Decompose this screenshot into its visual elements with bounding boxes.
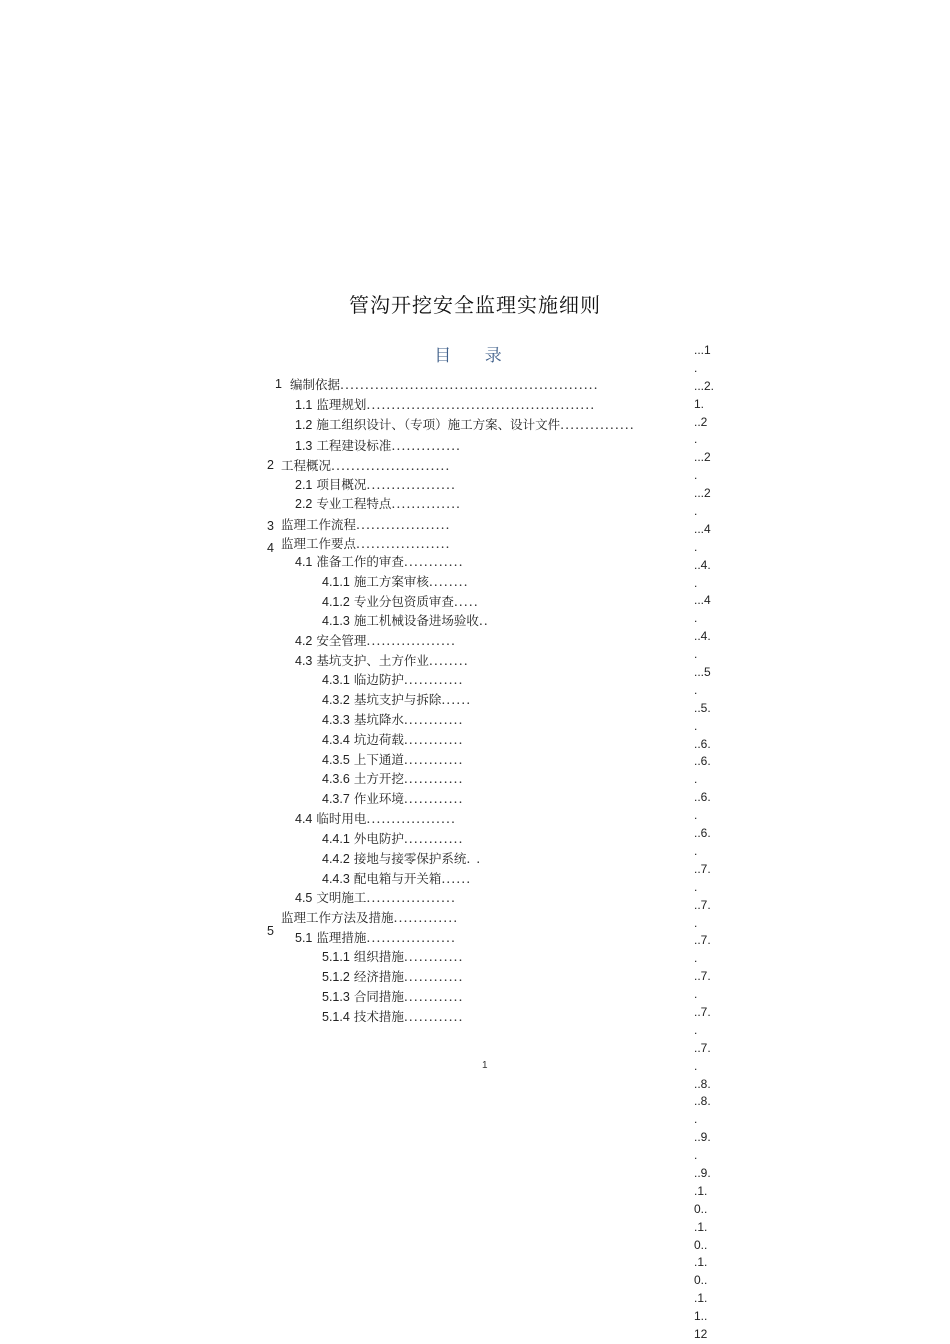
toc-entry-text: 上下通道 — [353, 752, 404, 767]
toc-entry-number: 2.2 — [295, 497, 313, 511]
toc-entry-text: 监理工作流程 — [281, 517, 357, 532]
toc-entry[interactable] — [322, 851, 481, 867]
toc-entry[interactable] — [295, 438, 461, 454]
toc-leader: ............ — [403, 771, 464, 786]
toc-page-number: . — [694, 432, 698, 447]
chapter-number: 5 — [267, 924, 274, 938]
toc-entry-text: 施工方案审核 — [353, 574, 429, 589]
toc-leader: ............ — [403, 989, 464, 1004]
toc-leader: ................... — [356, 536, 451, 551]
toc-entry[interactable] — [322, 594, 479, 610]
toc-entry-number: 4.3.7 — [322, 792, 350, 806]
toc-entry-text: 监理措施 — [316, 930, 367, 945]
toc-entry[interactable] — [281, 910, 458, 926]
toc-page-number: ..6. — [694, 826, 711, 841]
toc-entry-text: 临时用电 — [316, 811, 367, 826]
toc-leader: ........................ — [331, 458, 451, 473]
toc-page-number: 12 — [694, 1326, 708, 1341]
toc-entry-text: 作业环境 — [353, 791, 404, 806]
toc-entry-text: 编制依据 — [290, 377, 341, 392]
toc-page-number: ..7. — [694, 897, 711, 912]
toc-entry-number: 5.1.4 — [322, 1010, 350, 1024]
toc-leader: .. — [478, 613, 489, 628]
toc-page-number: . — [694, 575, 698, 590]
toc-entry-text: 配电箱与开关箱 — [353, 871, 442, 886]
toc-leader: .............. — [391, 496, 462, 511]
toc-page-number: . — [694, 468, 698, 483]
toc-entry-number: 4.4 — [295, 812, 313, 826]
toc-leader: ............ — [403, 712, 464, 727]
toc-leader: ..... — [453, 594, 479, 609]
toc-entry-number: 4.3.5 — [322, 753, 350, 767]
toc-page-number: ...4 — [694, 521, 711, 536]
toc-entry-number: 5.1 — [295, 931, 313, 945]
toc-leader: ............ — [403, 752, 464, 767]
toc-entry[interactable] — [322, 692, 471, 708]
toc-page-number: . — [694, 1148, 698, 1163]
toc-page-number: . — [694, 843, 698, 858]
toc-entry-number: 4.1.2 — [322, 595, 350, 609]
toc-entry-number: 4.4.3 — [322, 872, 350, 886]
toc-leader: ...... — [441, 692, 472, 707]
toc-entry[interactable] — [322, 989, 464, 1005]
toc-page-number: . — [694, 611, 698, 626]
toc-page-number: ..7. — [694, 969, 711, 984]
toc-entry-text: 经济措施 — [353, 969, 404, 984]
toc-page-number: . — [694, 360, 698, 375]
toc-entry[interactable] — [295, 633, 456, 649]
toc-entry[interactable] — [295, 477, 456, 493]
toc-entry-text: 工程建设标准 — [316, 438, 392, 453]
toc-leader: ............ — [403, 949, 464, 964]
toc-entry[interactable] — [322, 771, 464, 787]
toc-entry-text: 基坑支护、土方作业 — [316, 653, 429, 668]
toc-entry-text: 工程概况 — [281, 458, 332, 473]
toc-entry[interactable] — [281, 536, 451, 552]
toc-entry[interactable] — [295, 397, 595, 413]
toc-page-number: . — [694, 504, 698, 519]
toc-entry-text: 临边防护 — [353, 672, 404, 687]
toc-page-number: 1.. — [694, 1309, 708, 1324]
toc-leader: ............ — [403, 831, 464, 846]
toc-leader: ............ — [403, 672, 464, 687]
toc-entry-text: 组织措施 — [353, 949, 404, 964]
toc-page-number: . — [694, 879, 698, 894]
toc-entry[interactable] — [322, 752, 464, 768]
toc-page-number: ...2. — [694, 378, 715, 393]
toc-entry[interactable] — [322, 672, 464, 688]
toc-entry[interactable] — [290, 377, 599, 393]
toc-page-number: ...4 — [694, 593, 711, 608]
toc-page-number: .1. — [694, 1255, 708, 1270]
toc-page-number: ..7. — [694, 1040, 711, 1055]
toc-page-number: ..4. — [694, 557, 711, 572]
toc-page-number: . — [694, 808, 698, 823]
toc-page-number: . — [694, 718, 698, 733]
toc-entry-number: 4.1 — [295, 555, 313, 569]
toc-entry-number: 4.1.1 — [322, 575, 350, 589]
toc-entry[interactable] — [295, 811, 456, 827]
toc-entry-number: 5.1.1 — [322, 950, 350, 964]
toc-entry[interactable] — [322, 712, 464, 728]
toc-leader: ............ — [403, 732, 464, 747]
toc-heading: 目 录 — [434, 346, 516, 366]
toc-entry[interactable] — [295, 417, 635, 433]
toc-page-number: ..2 — [694, 414, 708, 429]
toc-entry-text: 基坑降水 — [353, 712, 404, 727]
toc-leader: . . — [466, 851, 482, 866]
toc-page-number: .1. — [694, 1291, 708, 1306]
toc-page-number: . — [694, 1112, 698, 1127]
toc-leader: ........ — [428, 574, 469, 589]
toc-leader: .............................................. — [366, 397, 596, 412]
toc-entry-number: 4.5 — [295, 891, 313, 905]
chapter-number: 4 — [267, 541, 274, 555]
toc-leader: .................................................... — [340, 377, 599, 392]
toc-entry[interactable] — [295, 930, 456, 946]
toc-page-number: ...2 — [694, 450, 711, 465]
toc-entry-number: 4.3.4 — [322, 733, 350, 747]
toc-entry[interactable] — [322, 574, 469, 590]
toc-entry-text: 坑边荷载 — [353, 732, 404, 747]
toc-leader: .................. — [366, 477, 456, 492]
toc-page-number: . — [694, 951, 698, 966]
toc-page-number: 1. — [694, 396, 705, 411]
toc-entry-number: 4.4.2 — [322, 852, 350, 866]
toc-page-number: ..9. — [694, 1130, 711, 1145]
toc-page-number: ...5 — [694, 665, 711, 680]
toc-entry[interactable] — [322, 1009, 464, 1025]
toc-leader: ............ — [403, 791, 464, 806]
toc-leader: ............ — [403, 969, 464, 984]
toc-entry-text: 专业分包资质审查 — [353, 594, 454, 609]
toc-page-number: 0.. — [694, 1237, 708, 1252]
toc-leader: ............... — [560, 417, 635, 432]
toc-leader: .............. — [391, 438, 462, 453]
toc-entry-number: 4.3.1 — [322, 673, 350, 687]
toc-page-number: ..8. — [694, 1094, 711, 1109]
toc-page-number: . — [694, 915, 698, 930]
document-title: 管沟开挖安全监理实施细则 — [349, 293, 601, 317]
toc-page-number: . — [694, 682, 698, 697]
toc-entry[interactable] — [322, 791, 464, 807]
page-number-footer: 1 — [482, 1060, 488, 1071]
toc-leader: .................. — [366, 930, 456, 945]
toc-page-number: ...2 — [694, 486, 711, 501]
toc-entry[interactable] — [281, 517, 451, 533]
toc-entry-text: 技术措施 — [353, 1009, 404, 1024]
toc-page-number: ..7. — [694, 861, 711, 876]
toc-entry-text: 安全管理 — [316, 633, 367, 648]
toc-leader: ........ — [428, 653, 469, 668]
toc-entry-number: 1.1 — [295, 398, 313, 412]
toc-entry-text: 准备工作的审查 — [316, 554, 404, 569]
toc-leader: .................. — [366, 811, 456, 826]
toc-entry[interactable] — [295, 554, 464, 570]
toc-entry-number: 4.3 — [295, 654, 313, 668]
toc-entry-text: 监理规划 — [316, 397, 367, 412]
toc-entry-text: 施工机械设备进场验收 — [353, 613, 479, 628]
toc-page-number: . — [694, 1058, 698, 1073]
toc-page-number: ..6. — [694, 790, 711, 805]
toc-entry-text: 专业工程特点 — [316, 496, 392, 511]
toc-entry[interactable] — [295, 653, 469, 669]
toc-page-number: . — [694, 772, 698, 787]
toc-entry-text: 合同措施 — [353, 989, 404, 1004]
toc-page-number: ..8. — [694, 1076, 711, 1091]
toc-leader: ............ — [403, 554, 464, 569]
toc-page-number: ...1 — [694, 343, 711, 357]
toc-leader: .................. — [366, 890, 456, 905]
toc-entry-number: 4.3.6 — [322, 772, 350, 786]
toc-page-number: ..7. — [694, 1004, 711, 1019]
toc-leader: ............ — [403, 1009, 464, 1024]
toc-entry-number: 1.3 — [295, 439, 313, 453]
toc-entry[interactable] — [281, 458, 450, 474]
toc-page-number: ..5. — [694, 700, 711, 715]
toc-entry[interactable] — [295, 890, 456, 906]
chapter-number: 1 — [275, 377, 282, 391]
toc-page-number: 0.. — [694, 1201, 708, 1216]
toc-entry-number: 2.1 — [295, 478, 313, 492]
toc-page-number: ..4. — [694, 629, 711, 644]
toc-page-number: .1. — [694, 1183, 708, 1198]
toc-entry-number: 4.3.2 — [322, 693, 350, 707]
toc-entry-number: 1.2 — [295, 418, 313, 432]
toc-entry[interactable] — [322, 732, 464, 748]
toc-page-number: . — [694, 539, 698, 554]
toc-entry[interactable] — [322, 949, 464, 965]
toc-page-number: ..7. — [694, 933, 711, 948]
toc-entry[interactable] — [322, 831, 464, 847]
toc-entry-text: 基坑支护与拆除 — [353, 692, 442, 707]
toc-leader: ............. — [393, 910, 459, 925]
toc-entry[interactable] — [322, 871, 471, 887]
toc-leader: .................. — [366, 633, 456, 648]
toc-entry-text: 监理工作要点 — [281, 536, 357, 551]
toc-entry[interactable] — [322, 613, 489, 629]
toc-page-number: . — [694, 1022, 698, 1037]
toc-entry-number: 4.3.3 — [322, 713, 350, 727]
toc-entry-text: 项目概况 — [316, 477, 367, 492]
toc-entry-text: 监理工作方法及措施 — [281, 910, 394, 925]
toc-entry[interactable] — [295, 496, 461, 512]
toc-page-number: ..9. — [694, 1165, 711, 1180]
toc-entry-text: 文明施工 — [316, 890, 367, 905]
chapter-number: 3 — [267, 519, 274, 533]
toc-leader: ................... — [356, 517, 451, 532]
toc-entry-number: 4.2 — [295, 634, 313, 648]
toc-entry-text: 接地与接零保护系统 — [353, 851, 467, 866]
toc-entry-text: 外电防护 — [353, 831, 404, 846]
toc-page-number: ..6. — [694, 754, 711, 769]
toc-page-number: . — [694, 647, 698, 662]
chapter-number: 2 — [267, 458, 274, 472]
toc-page-number: .1. — [694, 1219, 708, 1234]
toc-page-number: 0.. — [694, 1273, 708, 1288]
toc-page-number: ..6. — [694, 736, 711, 751]
toc-entry-text: 土方开挖 — [353, 771, 404, 786]
toc-leader: ...... — [441, 871, 472, 886]
toc-entry[interactable] — [322, 969, 464, 985]
toc-entry-text: 施工组织设计、（专项）施工方案、设计文件 — [316, 417, 561, 432]
toc-entry-number: 4.1.3 — [322, 614, 350, 628]
toc-entry-number: 5.1.2 — [322, 970, 350, 984]
toc-entry-number: 4.4.1 — [322, 832, 350, 846]
toc-page-number-column — [694, 342, 724, 1344]
toc-page-number: . — [694, 987, 698, 1002]
toc-entry-number: 5.1.3 — [322, 990, 350, 1004]
